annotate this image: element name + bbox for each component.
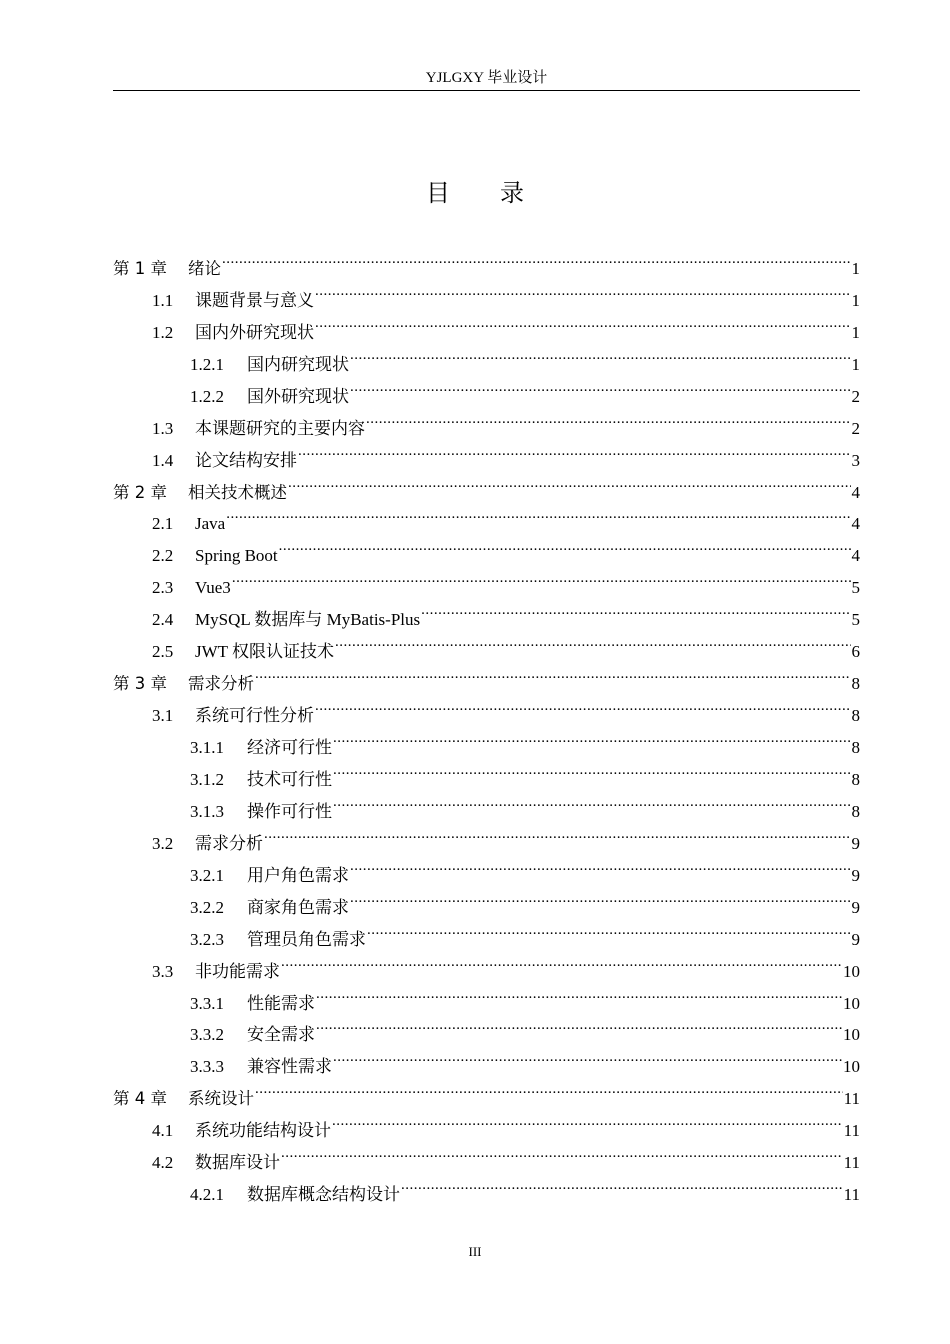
toc-entry-number: 3.3.1 (190, 993, 224, 1013)
toc-entry-number: 3.3.3 (190, 1057, 224, 1077)
header-text: YJLGXY 毕业设计 (425, 70, 548, 86)
toc-leader-dots (333, 721, 851, 753)
page-header (113, 66, 860, 91)
toc-entry-number: 4.1 (152, 1121, 174, 1141)
toc-entry-label: 数据库概念结构设计 (247, 1185, 400, 1205)
toc-leader-dots (232, 561, 851, 593)
toc-leader-dots (288, 466, 851, 498)
toc-leader-dots (367, 913, 851, 945)
toc-entry-label: Vue3 (195, 578, 231, 598)
toc-entry-page: 8 (851, 706, 860, 726)
toc-leader-dots (222, 242, 851, 274)
toc-entry[interactable] (113, 274, 860, 310)
toc-entry-label: 本课题研究的主要内容 (195, 418, 365, 438)
toc-entry-page: 9 (851, 833, 860, 853)
toc-entry-page: 11 (843, 1121, 860, 1141)
toc-entry-number: 3.1 (152, 706, 174, 726)
toc-entry-page: 5 (851, 610, 860, 630)
toc-entry-number: 3.2.3 (190, 929, 224, 949)
toc-entry-page: 1 (851, 354, 860, 374)
toc-entry-label: 操作可行性 (247, 801, 332, 821)
toc-leader-dots (333, 785, 851, 817)
toc-entry-page: 4 (851, 514, 860, 534)
toc-entry-label: 技术可行性 (247, 769, 332, 789)
toc-entry-label: 系统设计 (188, 1089, 254, 1109)
toc-entry-label: 系统可行性分析 (195, 706, 314, 726)
toc-leader-dots (335, 625, 851, 657)
toc-leader-dots (264, 817, 851, 849)
toc-entry-number: 3.2 (152, 833, 174, 853)
toc-leader-dots (350, 370, 851, 402)
toc-entry-number: 第 4 章 (113, 1089, 167, 1109)
toc-title-char-2: 录 (500, 181, 524, 207)
toc-entry-page: 2 (851, 418, 860, 438)
toc-entry-page: 5 (851, 578, 860, 598)
toc-entry-number: 第 1 章 (113, 258, 167, 278)
toc-entry-label: 经济可行性 (247, 738, 332, 757)
toc-leader-dots (281, 945, 842, 977)
toc-entry-label: 国外研究现状 (247, 386, 349, 406)
toc-entry-label: 兼容性需求 (247, 1057, 332, 1077)
toc-title-char-1: 目 (426, 181, 450, 207)
toc-leader-dots (255, 1072, 843, 1104)
toc-entry-number: 第 3 章 (113, 674, 167, 694)
toc-entry-label: 非功能需求 (195, 961, 280, 981)
toc-entry-number: 1.1 (152, 290, 174, 310)
toc-leader-dots (315, 689, 851, 721)
toc-leader-dots (421, 593, 850, 625)
toc-entry-number: 1.2 (152, 322, 174, 342)
toc-entry-label: 绪论 (188, 258, 221, 278)
toc-entry-number: 2.3 (152, 578, 174, 598)
toc-entry-number: 2.2 (152, 546, 174, 566)
toc-entry-label: 性能需求 (247, 993, 315, 1013)
toc-entry-page: 1 (851, 322, 860, 342)
toc-leader-dots (333, 1040, 842, 1072)
toc-entry-label: 课题背景与意义 (195, 290, 314, 310)
toc-entry-page: 1 (851, 290, 860, 310)
toc-entry-number: 1.2.2 (190, 386, 224, 406)
toc-leader-dots (298, 434, 851, 466)
toc-leader-dots (315, 306, 851, 338)
toc-title (0, 178, 950, 210)
toc-entry-page: 8 (851, 801, 860, 821)
toc-entry-label: 数据库设计 (195, 1153, 280, 1173)
toc-entry-label: 相关技术概述 (188, 482, 287, 502)
toc-entry-label: JWT 权限认证技术 (195, 642, 334, 662)
toc-leader-dots (350, 849, 851, 881)
toc-entry-label: MySQL 数据库与 MyBatis-Plus (195, 610, 421, 630)
toc-leader-dots (279, 529, 851, 561)
toc-leader-dots (255, 657, 851, 689)
toc-entry-page: 10 (843, 961, 860, 981)
toc-entry-number: 2.1 (152, 514, 174, 534)
toc-entry-label: 管理员角色需求 (247, 929, 366, 949)
toc-entry-page: 9 (851, 865, 860, 885)
toc-entry-number: 3.3 (152, 961, 174, 981)
toc-entry-number: 1.4 (152, 450, 174, 470)
toc-leader-dots (226, 498, 850, 530)
toc-entry-label: 商家角色需求 (247, 897, 349, 917)
toc-entry-page: 4 (851, 546, 860, 566)
toc-entry-number: 1.3 (152, 418, 174, 438)
toc-entry-label: 需求分析 (188, 674, 254, 694)
toc-leader-dots (350, 338, 851, 370)
toc-entry-page: 10 (843, 993, 860, 1013)
toc-entry-page: 3 (851, 450, 860, 470)
toc-leader-dots (315, 274, 851, 306)
toc-entry-page: 10 (843, 1025, 860, 1045)
toc-leader-dots (401, 1168, 843, 1200)
toc-entry-label: 需求分析 (195, 833, 263, 853)
table-of-contents (113, 242, 860, 1205)
toc-leader-dots (316, 1009, 842, 1041)
toc-leader-dots (350, 881, 851, 913)
toc-entry-page: 6 (851, 642, 860, 662)
toc-entry-number: 4.2.1 (190, 1185, 224, 1205)
toc-entry-page: 11 (843, 1089, 860, 1109)
toc-entry-label: 国内研究现状 (247, 354, 349, 374)
page-footer (0, 1242, 950, 1262)
toc-entry-label: Java (195, 514, 226, 534)
toc-entry-number: 2.5 (152, 642, 174, 662)
toc-entry-number: 3.2.2 (190, 897, 224, 917)
toc-entry-page: 11 (843, 1153, 860, 1173)
toc-entry-page: 1 (851, 258, 860, 278)
toc-entry-page: 4 (851, 482, 860, 502)
toc-entry-page: 8 (851, 769, 860, 789)
toc-entry-label: 系统功能结构设计 (195, 1121, 331, 1141)
toc-entry-page: 9 (851, 929, 860, 949)
toc-entry-number: 第 2 章 (113, 482, 167, 502)
toc-entry-page: 2 (851, 386, 860, 406)
toc-entry-number: 1.2.1 (190, 354, 224, 374)
toc-leader-dots (332, 1104, 843, 1136)
toc-leader-dots (316, 977, 842, 1009)
toc-entry[interactable] (113, 242, 860, 278)
toc-entry-page: 11 (843, 1185, 860, 1205)
toc-entry-number: 3.2.1 (190, 865, 224, 885)
toc-leader-dots (333, 753, 851, 785)
toc-entry-label: 论文结构安排 (195, 450, 297, 470)
toc-entry-number: 3.1.3 (190, 801, 224, 821)
toc-leader-dots (366, 402, 851, 434)
toc-leader-dots (281, 1136, 843, 1168)
toc-entry-page: 10 (843, 1057, 860, 1077)
toc-entry-label: 安全需求 (247, 1025, 315, 1045)
toc-entry-number: 3.1.1 (190, 738, 224, 757)
toc-entry-number: 4.2 (152, 1153, 174, 1173)
toc-entry-page: 8 (851, 738, 860, 757)
toc-entry-label: 用户角色需求 (247, 865, 349, 885)
toc-entry-label: Spring Boot (195, 546, 278, 566)
toc-entry-number: 3.1.2 (190, 769, 224, 789)
toc-entry-page: 8 (851, 674, 860, 694)
toc-entry-number: 2.4 (152, 610, 174, 630)
toc-entry-label: 国内外研究现状 (195, 322, 314, 342)
footer-page-number: III (468, 1244, 482, 1259)
toc-entry-number: 3.3.2 (190, 1025, 224, 1045)
toc-entry-page: 9 (851, 897, 860, 917)
